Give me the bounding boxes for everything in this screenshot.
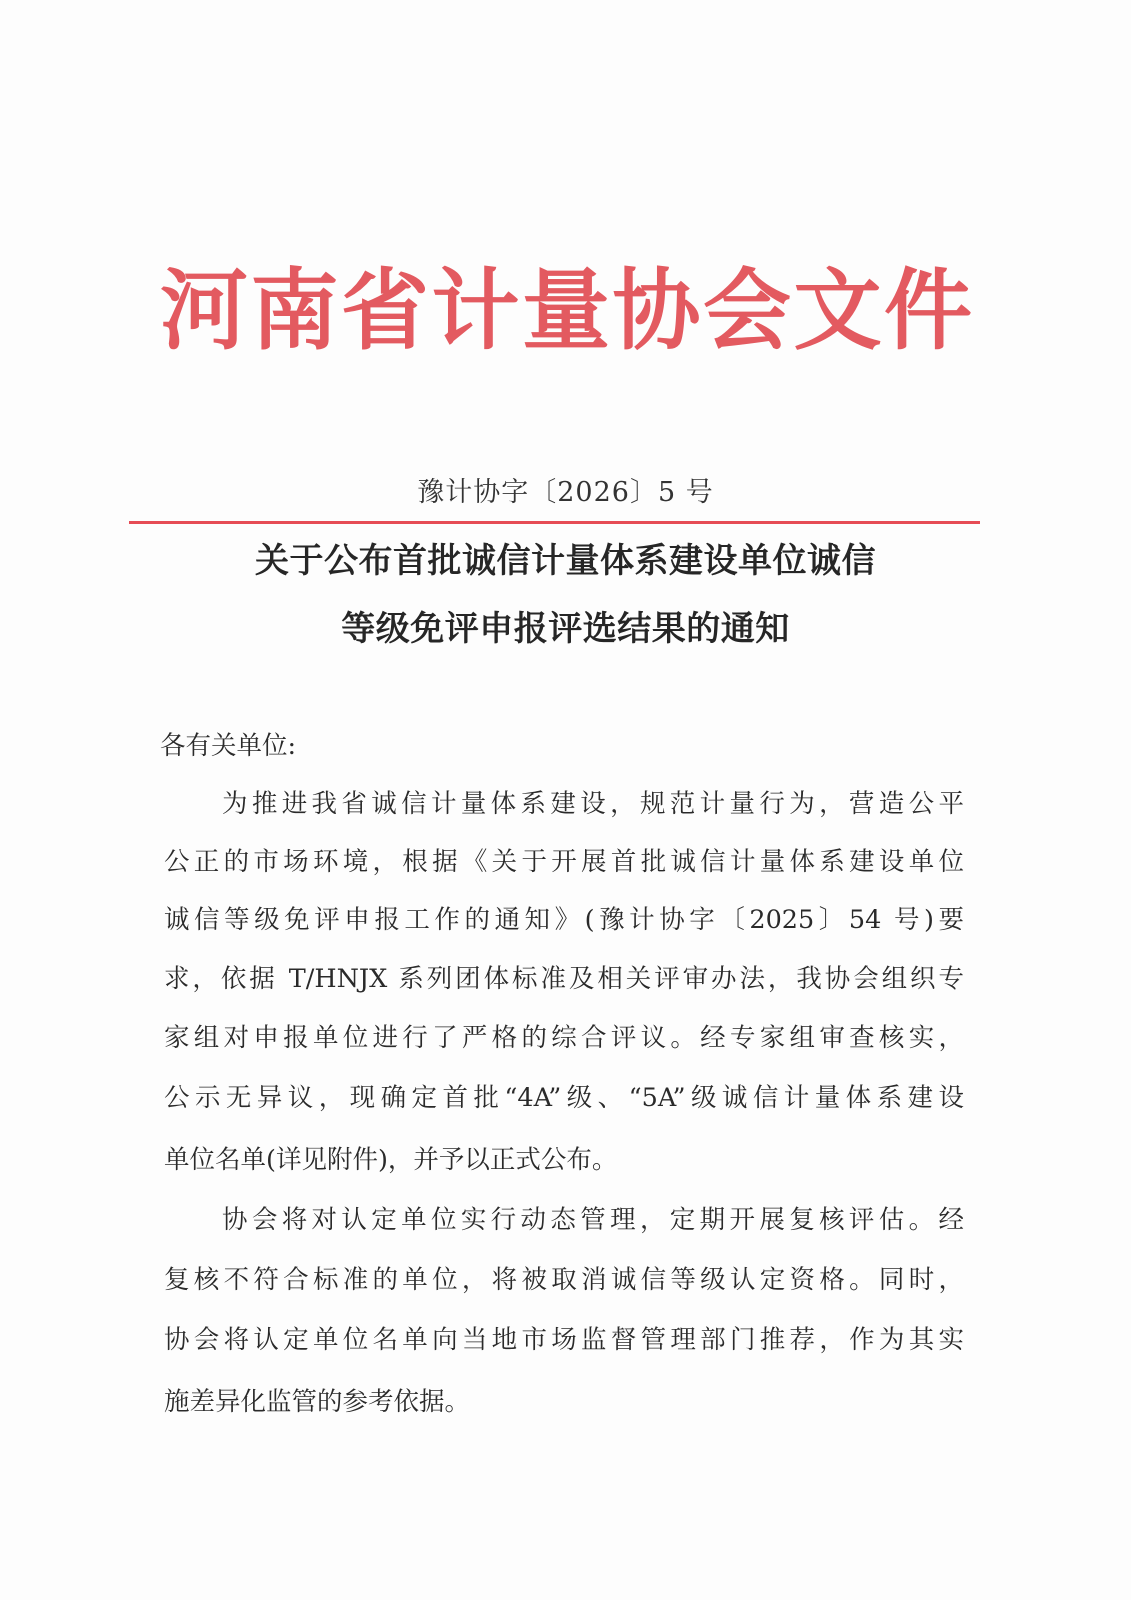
paragraph-1-line: 单位名单(详见附件)，并予以正式公布。 bbox=[164, 1145, 618, 1175]
salutation: 各有关单位: bbox=[160, 731, 297, 761]
notice-title-line-2: 等级免评申报评选结果的通知 bbox=[341, 609, 790, 649]
paragraph-1-line: 公示无异议，现确定首批“4A”级、“5A”级诚信计量体系建设 bbox=[164, 1083, 964, 1113]
paragraph-1-line: 诚信等级免评申报工作的通知》(豫计协字〔2025〕54 号)要 bbox=[164, 905, 964, 935]
paragraph-2-line: 协会将认定单位名单向当地市场监督管理部门推荐，作为其实 bbox=[164, 1325, 964, 1355]
red-divider-line bbox=[129, 521, 980, 524]
issuer-title: 河南省计量协会文件 bbox=[160, 259, 972, 362]
paragraph-2-line: 施差异化监管的参考依据。 bbox=[164, 1387, 471, 1417]
paragraph-1-line: 为推进我省诚信计量体系建设，规范计量行为，营造公平 bbox=[222, 789, 964, 819]
paragraph-1-line: 家组对申报单位进行了严格的综合评议。经专家组审查核实， bbox=[164, 1023, 964, 1053]
document-number: 豫计协字〔2026〕5 号 bbox=[417, 477, 714, 508]
paragraph-1-line: 求，依据 T/HNJX 系列团体标准及相关评审办法，我协会组织专 bbox=[164, 964, 964, 994]
notice-title-line-1: 关于公布首批诚信计量体系建设单位诚信 bbox=[255, 541, 876, 581]
paragraph-2-line: 协会将对认定单位实行动态管理，定期开展复核评估。经 bbox=[222, 1205, 964, 1235]
paragraph-1-line: 公正的市场环境，根据《关于开展首批诚信计量体系建设单位 bbox=[164, 847, 964, 877]
paragraph-2-line: 复核不符合标准的单位，将被取消诚信等级认定资格。同时， bbox=[164, 1265, 964, 1295]
